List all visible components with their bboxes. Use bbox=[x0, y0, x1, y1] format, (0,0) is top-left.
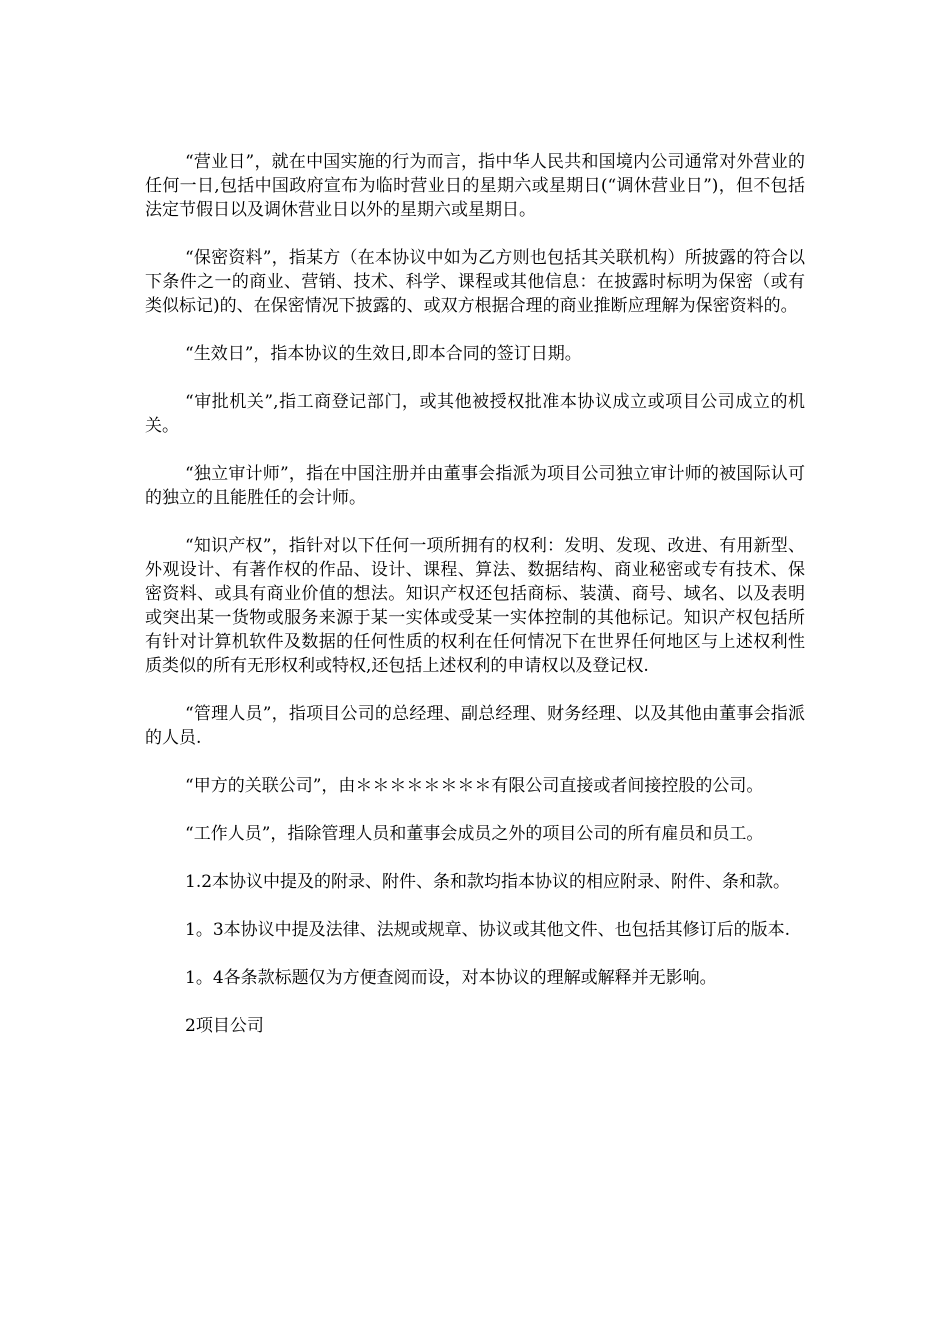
definition-party-a-affiliate: “甲方的关联公司”，由＊＊＊＊＊＊＊＊有限公司直接或者间接控股的公司。 bbox=[185, 776, 764, 796]
definition-independent-auditor: “独立审计师”，指在中国注册并由董事会指派为项目公司独立审计师的被国际认可的独立的且能胜任的会计师。 bbox=[145, 464, 805, 508]
definition-approval-authority: “审批机关”,指工商登记部门，或其他被授权批准本协议成立或项目公司成立的机关。 bbox=[145, 392, 805, 436]
definition-business-day: “营业日”，就在中国实施的行为而言，指中华人民共和国境内公司通常对外营业的任何一日,包括中国政府宣布为临时营业日的星期六或星期日(“调休营业日”)，但不包括法定节假日以及调休营业日以外的星期六或星期日。 bbox=[145, 152, 805, 220]
definition-effective-date: “生效日”，指本协议的生效日,即本合同的签订日期。 bbox=[185, 344, 582, 364]
clause-1-2: 1.2本协议中提及的附录、附件、条和款均指本协议的相应附录、附件、条和款。 bbox=[185, 872, 791, 892]
definition-staff: “工作人员”，指除管理人员和董事会成员之外的项目公司的所有雇员和员工。 bbox=[185, 824, 764, 844]
section-heading-2: 2项目公司 bbox=[185, 1016, 264, 1036]
definition-intellectual-property: “知识产权”，指针对以下任何一项所拥有的权利：发明、发现、改进、有用新型、外观设计、有著作权的作品、设计、课程、算法、数据结构、商业秘密或专有技术、保密资料、或具有商业价值的想法。知识产权还包括商标、装潢、商号、域名、以及表明或突出某一货物或服务来源于某一实体或受某一实体控制的其他标记。知识产权包括所有针对计算机软件及数据的任何性质的权利在任何情况下在世界任何地区与上述权利性质类似的所有无形权利或特权,还包括上述权利的申请权以及登记权. bbox=[145, 536, 805, 676]
document-body bbox=[145, 150, 805, 1062]
clause-1-3: 1。3本协议中提及法律、法规或规章、协议或其他文件、也包括其修订后的版本. bbox=[185, 920, 791, 940]
definition-confidential-information: “保密资料”，指某方（在本协议中如为乙方则也包括其关联机构）所披露的符合以下条件之一的商业、营销、技术、科学、课程或其他信息：在披露时标明为保密（或有类似标记)的、在保密情况下披露的、或双方根据合理的商业推断应理解为保密资料的。 bbox=[145, 248, 805, 316]
clause-1-4: 1。4各条款标题仅为方便查阅而设，对本协议的理解或解释并无影响。 bbox=[185, 968, 717, 988]
definition-management-personnel: “管理人员”，指项目公司的总经理、副总经理、财务经理、以及其他由董事会指派的人员. bbox=[145, 704, 805, 748]
